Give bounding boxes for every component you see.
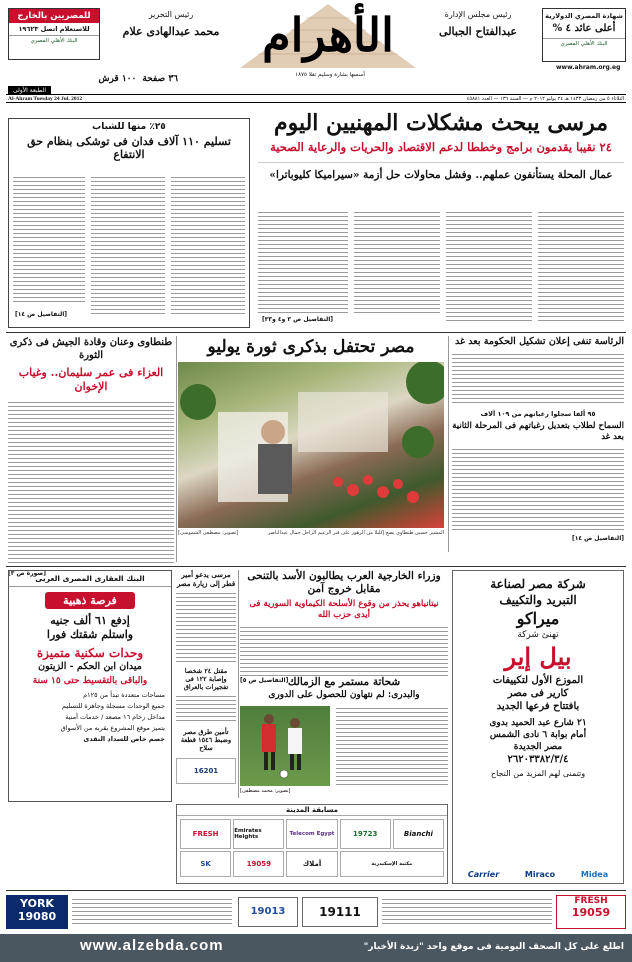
syria-continued: [التفاصيل ص ٥] <box>240 677 289 684</box>
logo-fresh[interactable]: FRESH <box>180 819 231 849</box>
divider-2 <box>6 566 626 567</box>
iraq-headline: مقتل ٢٤ شخصا وإصابة ١٢٢ فى تفجيرات بالعراق <box>183 667 229 691</box>
header-right-ad-line2: أعلى عائد ٤ % <box>552 23 616 34</box>
watermark-url: www.alzebda.com <box>80 937 224 954</box>
toshka-box <box>8 118 250 328</box>
miraco-line11: مصر الجديدة <box>513 742 563 752</box>
ad-strip <box>176 804 448 884</box>
divider-v2 <box>176 336 177 562</box>
miraco-line9: ٢١ شارع عبد الحميد بدوى <box>489 718 587 728</box>
header-left-ad <box>8 8 100 60</box>
lead-body-columns <box>258 210 624 324</box>
bank-ad[interactable] <box>8 570 172 802</box>
logo-emirates-heights[interactable]: Emirates Heights <box>233 819 284 849</box>
miraco-line10: أمام بوابة ٦ نادى الشمس <box>489 730 587 740</box>
miraco-ad[interactable] <box>452 570 624 884</box>
bank-bullet: مساحات متعددة تبدأ من ١٢٥م <box>83 691 165 699</box>
miraco-line3: ميراكو <box>516 609 560 628</box>
logo-sk[interactable]: SK <box>180 851 231 877</box>
revolution-story <box>178 336 444 560</box>
fresh-ad[interactable] <box>556 895 626 929</box>
header-left-ad-line1: للمصريين بالخارج <box>9 9 99 23</box>
presidency-headline: الرئاسة تنفى إعلان تشكيل الحكومة بعد غد <box>455 336 624 347</box>
carrier-phone: 19111 <box>319 905 361 919</box>
right-body2 <box>452 447 624 533</box>
bank-ad-badge: فرصة ذهبية <box>45 592 135 609</box>
bank-ad-line2: واستلم شقتك فورا <box>46 628 134 641</box>
logo-19059[interactable]: 19059 <box>233 851 284 877</box>
editor-block <box>108 10 234 38</box>
toshka-col-2 <box>91 175 165 315</box>
sports-subhead: والبدرى: لم نتهاون للحصول على الدورى <box>268 690 420 700</box>
fresh-logo: FRESH <box>574 896 608 906</box>
footer-ads <box>6 890 626 930</box>
syria-subhead: نيتانياهو يحذر من وقوع الأسلحة الكيماوية السورية فى أيدى حزب الله <box>249 599 439 620</box>
sports-headline: شحاتة مستمر مع الزمالك <box>287 676 401 688</box>
lead-col-2 <box>446 210 532 324</box>
header-right-ad-line1: شهادة المصري الدولارية <box>545 12 623 20</box>
tantawi-body <box>8 400 174 568</box>
logo-amlak[interactable]: أملاك <box>286 851 337 877</box>
football-scene <box>240 706 330 786</box>
miraco-line7: كارير فى مصر <box>507 688 569 699</box>
lead-subhead2: عمال المحلة يستأنفون عملهم.. وفشل محاولات حل أزمة «سيراميكا كليوباترا» <box>258 162 624 181</box>
bank-bullet: جميع الوحدات مسجلة وجاهزة للتسليم <box>62 702 165 710</box>
hotline-16201[interactable]: 16201 <box>176 758 236 784</box>
toshka-col-1 <box>171 175 245 315</box>
bank-bullet: خصم خاص للسداد النقدى <box>83 735 165 743</box>
issue-price: ١٠٠ قرش <box>98 74 137 84</box>
miraco-line2: التبريد والتكييف <box>499 593 577 607</box>
ad-strip-title: مسابقة المدينة <box>177 805 447 816</box>
small-stories <box>176 570 236 798</box>
edition-badge: الطبعة الأولى <box>8 86 51 95</box>
founded-line: أسسها بشارة وسليم تقلا ١٨٧٥ <box>295 72 365 78</box>
revolution-headline: مصر تحتفل بذكرى ثورة يوليو <box>207 337 415 357</box>
header-left-ad-line2: للاستعلام اتصل ١٩٦٢٣ <box>18 25 90 33</box>
bank-bullet: مداخل رخام ١٦ مصعد / خدمات أمنية <box>65 713 165 721</box>
bank-ad-title: البنك العقارى المصرى العربى <box>9 571 171 587</box>
divider-v3 <box>238 570 239 798</box>
qatar-headline: مرسى يدعو أمير قطر إلى زيارة مصر <box>176 570 236 588</box>
bank-ad-line5: والباقى بالتقسيط حتى ١٥ سنة <box>32 676 148 686</box>
lead-story <box>258 110 624 206</box>
toshka-col-3 <box>13 175 85 303</box>
presidency-body <box>452 352 624 406</box>
revolution-caption: المشير حسين طنطاوى يضع إكليلا من الزهور على قبر الزعيم الراحل جمال عبدالناصر <box>267 530 444 536</box>
revolution-photo <box>178 362 444 528</box>
right-sub1: ٩٥ ألفا سجلوا رغباتهم من ١٠٩ آلاف <box>480 410 596 418</box>
logo-19723[interactable]: 19723 <box>340 819 391 849</box>
lead-col-1 <box>538 210 624 324</box>
toshka-headline: تسليم ١١٠ آلاف فدان فى توشكى بنظام حق الانتفاع <box>27 135 231 161</box>
right-column-story <box>452 336 624 550</box>
dateline-bar <box>6 94 626 103</box>
masthead-header <box>0 0 632 102</box>
brand-midea: Midea <box>580 870 609 879</box>
qatar-body <box>176 591 236 663</box>
board-block <box>420 10 536 38</box>
logo-library[interactable]: مكتبة الإسكندرية <box>340 851 444 877</box>
board-role: رئيس مجلس الإدارة <box>444 10 512 19</box>
lead-col-4 <box>258 210 348 316</box>
bank-ad-line1: إدفع ٦١ ألف جنيه <box>50 614 130 627</box>
fresh-phone: 19059 <box>571 906 611 919</box>
miraco-line12: ٢٦٢٠٣٣٨٢/٣/٤ <box>507 754 569 765</box>
brand-miraco: Miraco <box>524 870 556 879</box>
lead-col-3 <box>354 210 440 316</box>
watermark-banner[interactable] <box>0 934 632 962</box>
masthead-title: الأهرام <box>262 8 394 62</box>
york-logo: YORK <box>20 897 54 910</box>
classifieds-left <box>72 897 232 927</box>
york-ad[interactable] <box>6 895 68 929</box>
price-row <box>8 74 178 84</box>
watermark-text: اطلع على كل الصحف اليومية فى موقع واحد "زبدة الأخبار" <box>363 942 624 952</box>
toshka-kicker: ٢٥٪ منها للشباب <box>92 122 166 132</box>
date-english: Al-Ahram Tuesday 24 Jul. 2012 <box>8 95 83 102</box>
miraco-line6: الموزع الأول لتكييفات <box>492 675 584 686</box>
logo-telecom[interactable]: Telecom Egypt <box>286 819 337 849</box>
photo-scene <box>178 362 444 528</box>
classifieds-right <box>382 897 552 927</box>
york-phone: 19080 <box>17 910 57 923</box>
editor-name: محمد عبدالهادى علام <box>122 25 220 38</box>
brand-carrier: Carrier <box>467 870 500 879</box>
sports-body <box>336 706 448 788</box>
website-url[interactable]: www.ahram.org.eg <box>556 64 621 71</box>
header-right-ad <box>542 8 626 62</box>
miraco-line4: تهنئ شركة <box>517 630 559 640</box>
lead-headline: مرسى يبحث مشكلات المهنيين اليوم <box>273 110 609 136</box>
tantawi-headline2: العزاء فى عمر سليمان.. وغياب الإخوان <box>18 366 164 393</box>
bank-logo: البنك الأهلي المصري <box>9 35 99 44</box>
bank-ad-line4: ميدان ابن الحكم - الزيتون <box>38 661 142 672</box>
ad-strip-logos <box>177 816 447 880</box>
carrier-hotline[interactable] <box>302 897 378 927</box>
miraco-brands-row <box>455 870 621 879</box>
mid-phone-ad[interactable] <box>238 897 298 927</box>
revolution-credit: [تصوير: مصطفى الشموسى] <box>178 530 239 536</box>
bank-ad-line3: وحدات سكنية متميزة <box>36 646 144 660</box>
right-continued: [التفاصيل ص ١٤] <box>571 535 624 542</box>
bank-bullet: يتميز موقع المشروع بقربه من الأسواق <box>60 724 165 732</box>
divider-1 <box>6 332 626 333</box>
pages-count: ٣٦ صفحة <box>142 74 178 84</box>
sports-credit: [تصوير: محمد مصطفى] <box>240 788 291 794</box>
miraco-line1: شركة مصر لصناعة <box>490 577 586 591</box>
masthead-logo-area <box>238 2 418 70</box>
sports-story <box>240 676 448 798</box>
lead-subhead: ٢٤ نقيبا يقدمون برامج وخططا لدعم الاقتصاد والحريات والرعاية الصحية <box>270 140 612 154</box>
editor-role: رئيس التحرير <box>148 10 194 19</box>
syria-headline: وزراء الخارجية العرب يطالبون الأسد بالتنحى مقابل خروج آمن <box>247 570 441 595</box>
miraco-line5: بيل إير <box>504 642 572 671</box>
tantawi-continued: [صورة ص ٣] <box>8 570 46 577</box>
logo-bianchi[interactable]: Bianchi <box>393 819 444 849</box>
board-name: عبدالفتاح الجبالى <box>439 25 517 38</box>
toshka-continued: [التفاصيل ص ١٤] <box>15 311 68 318</box>
miraco-line13: وتتمنى لهم المزيد من النجاح <box>490 769 586 778</box>
sports-photo <box>240 706 330 786</box>
divider-v1 <box>448 336 449 552</box>
date-arabic: الثلاثاء ٥ من رمضان ١٤٣٣ هـ ٢٤ يوليو ٢٠١٢ م — السنة ١٣٦ — العدد ٤٥٨٨١ <box>466 95 624 102</box>
mid-phone: 19013 <box>250 906 286 917</box>
lead-continued: [التفاصيل ص ٣ و٤ و٣٣] <box>262 316 334 323</box>
syria-body <box>240 625 448 677</box>
bank-ad-bullets <box>9 686 171 745</box>
bank-logo-right: البنك الأهلي المصري <box>543 38 625 47</box>
miraco-line8: بافتتاح فرعها الجديد <box>496 701 580 712</box>
iraq-body <box>176 694 236 724</box>
left-column-story <box>8 336 174 577</box>
tantawi-headline: طنطاوى وعنان وقادة الجيش فى ذكرى الثورة <box>9 337 173 361</box>
right-headline2: السماح لطلاب بتعديل رغباتهم فى المرحلة الثانية بعد غد <box>452 421 624 442</box>
roads-headline: تأمين طرق مصر وضبط ١٥٤٦ قطعة سلاح <box>180 728 232 752</box>
